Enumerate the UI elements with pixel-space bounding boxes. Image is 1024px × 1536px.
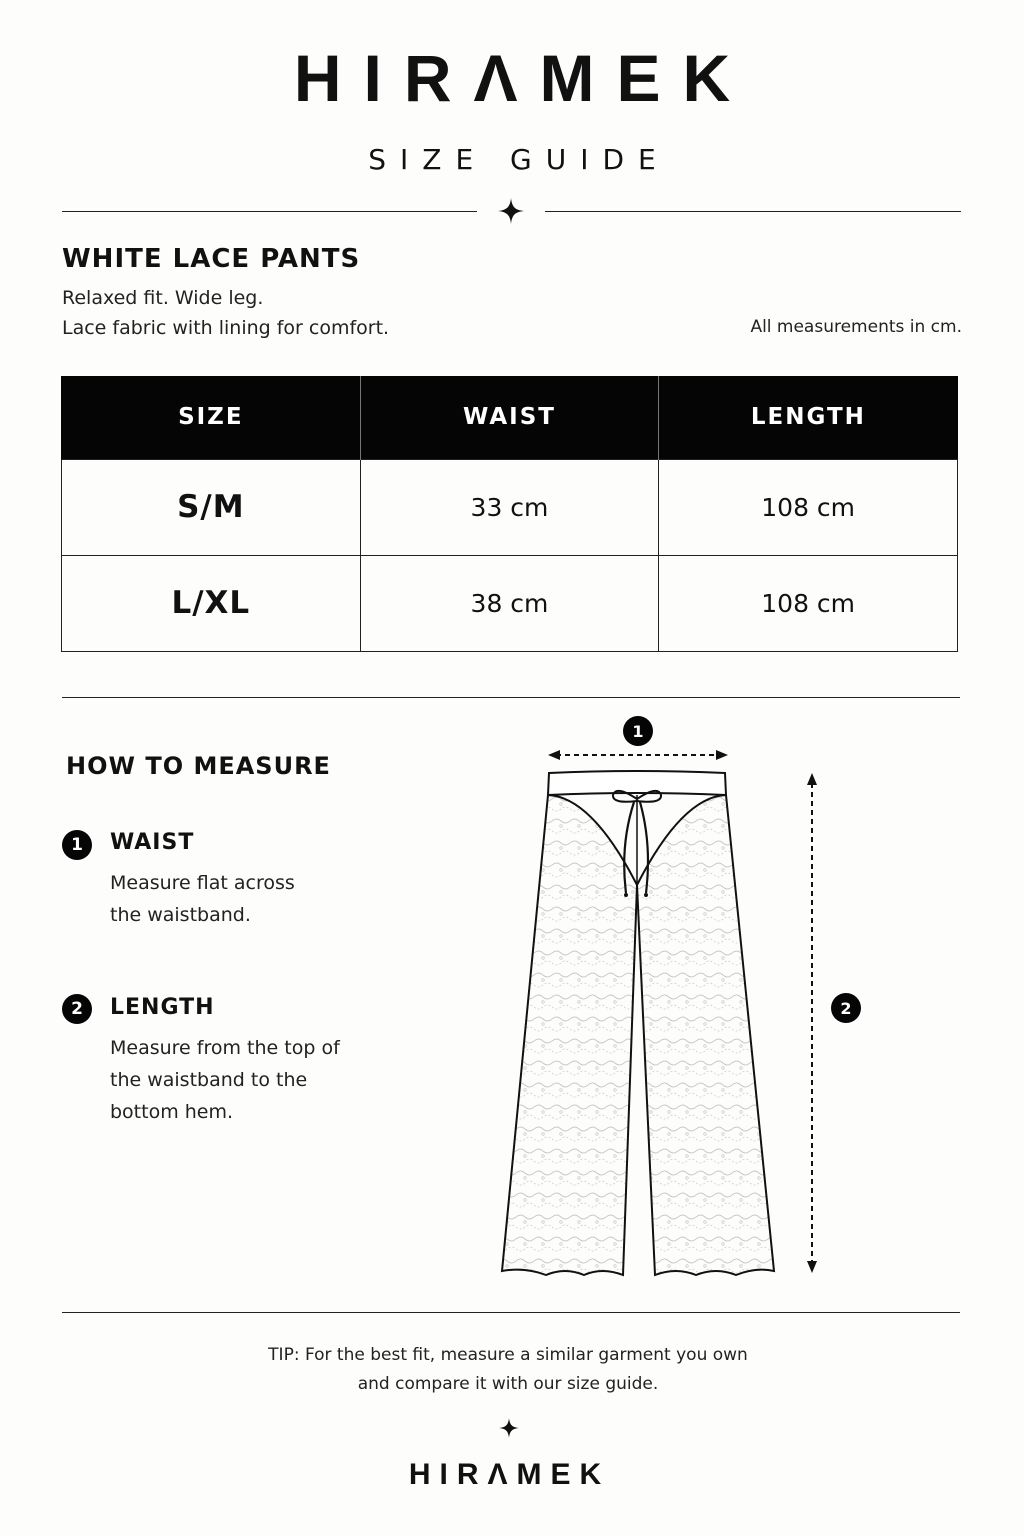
- step-text-line: the waistband to the: [110, 1069, 308, 1091]
- table-row: [62, 459, 958, 555]
- section-divider: [62, 697, 960, 698]
- product-description-line1: Relaxed fit. Wide leg.: [62, 287, 264, 309]
- how-to-measure-title: HOW TO MEASURE: [66, 752, 331, 780]
- pants-illustration: [502, 771, 774, 1275]
- product-title: WHITE LACE PANTS: [62, 244, 361, 274]
- step-text-line: bottom hem.: [110, 1101, 234, 1123]
- divider-left: [62, 211, 477, 212]
- brand-logo-footer: HIRΛMEK: [408, 1458, 611, 1491]
- step-number-badge: 1: [62, 830, 92, 860]
- waist-value: 33 cm: [360, 459, 659, 555]
- units-note: All measurements in cm.: [750, 317, 962, 337]
- step-text-line: the waistband.: [110, 904, 251, 926]
- step-text-line: Measure from the top of: [110, 1037, 340, 1059]
- waist-value: 38 cm: [360, 555, 659, 651]
- size-label: L/XL: [62, 555, 361, 651]
- step-text-line: Measure flat across: [110, 872, 295, 894]
- product-description-line2: Lace fabric with lining for comfort.: [62, 317, 390, 339]
- divider-right: [545, 211, 961, 212]
- sparkle-star-icon: [499, 1418, 519, 1438]
- waist-marker-label: 1: [632, 722, 644, 741]
- table-header-row: [62, 376, 958, 459]
- header-waist: WAIST: [360, 376, 659, 459]
- sparkle-star-icon: [498, 198, 524, 224]
- page-subtitle: SIZE GUIDE: [368, 143, 670, 176]
- step-text-length: [110, 1032, 340, 1128]
- step-title-length: LENGTH: [110, 995, 215, 1020]
- tip-line1: TIP: For the best fit, measure a similar garment you own: [268, 1345, 748, 1365]
- header-size: SIZE: [62, 376, 361, 459]
- size-label: S/M: [62, 459, 361, 555]
- size-table: [61, 376, 958, 652]
- header-length: LENGTH: [659, 376, 958, 459]
- length-measure-arrow: [807, 773, 817, 1273]
- brand-logo: HIRΛMEK: [293, 41, 753, 115]
- length-value: 108 cm: [659, 555, 958, 651]
- step-title-waist: WAIST: [110, 830, 195, 855]
- pants-diagram: [480, 705, 880, 1295]
- step-text-waist: [110, 867, 295, 931]
- length-marker-label: 2: [840, 999, 852, 1018]
- table-row: [62, 555, 958, 651]
- step-number-badge: 2: [62, 994, 92, 1024]
- tip-line2: and compare it with our size guide.: [357, 1374, 659, 1394]
- waist-measure-arrow: [548, 750, 728, 760]
- footer-divider: [62, 1312, 960, 1313]
- length-value: 108 cm: [659, 459, 958, 555]
